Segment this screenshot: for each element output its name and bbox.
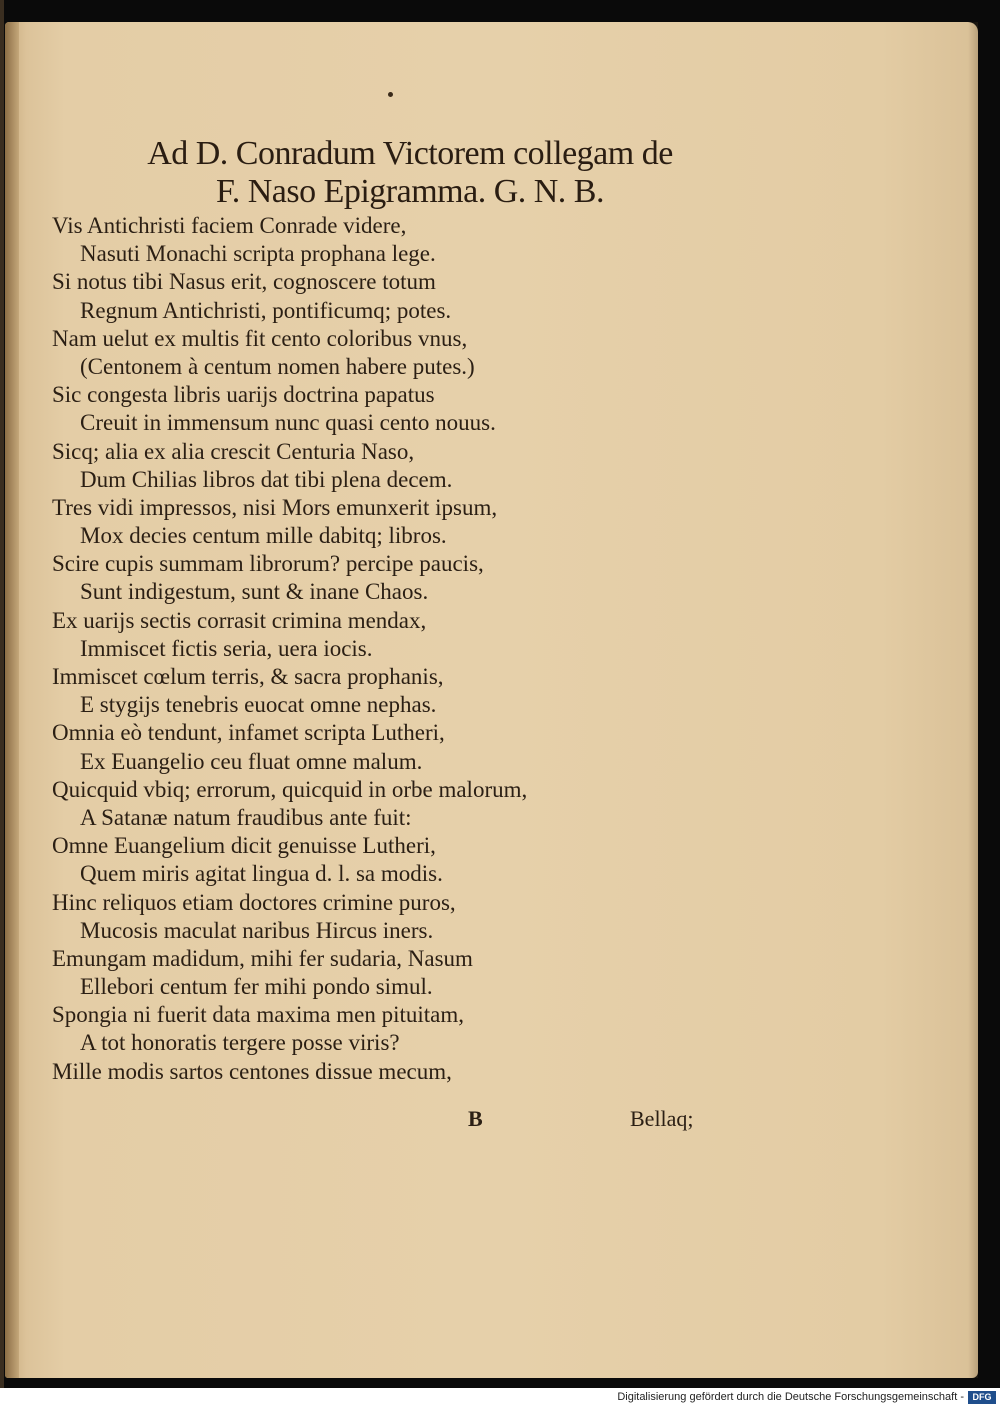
verse-line: Vis Antichristi faciem Conrade videre, — [52, 213, 407, 238]
verse-line: Mox decies centum mille dabitq; libros. — [80, 523, 447, 549]
verse-line: Sic congesta libris uarijs doctrina papatus — [52, 382, 435, 408]
verse-line: Nam uelut ex multis fit cento coloribus vnus, — [52, 325, 468, 351]
verse-line: Regnum Antichristi, pontificumq; potes. — [80, 297, 452, 323]
verse-line: Immiscet cœlum terris, & sacra prophanis, — [52, 664, 444, 689]
catchword: Bellaq; — [630, 1106, 694, 1131]
verse-line: Nasuti Monachi scripta prophana lege. — [80, 241, 436, 267]
verse-line: Spongia ni fuerit data maxima men pituitam, — [52, 1002, 464, 1028]
page-title-line-1: Ad D. Conradum Victorem collegam de — [147, 135, 673, 172]
verse-line: Immiscet fictis seria, uera iocis. — [80, 635, 373, 661]
verse-line: Emungam madidum, mihi fer sudaria, Nasum — [52, 945, 473, 971]
footer-bar — [0, 1388, 1000, 1408]
binding-edge — [0, 0, 4, 1388]
verse-line: Omnia eò tendunt, infamet scripta Lutheri, — [52, 720, 445, 746]
verse-line: Sunt indigestum, sunt & inane Chaos. — [80, 579, 429, 605]
page-title-line-2: F. Naso Epigramma. G. N. B. — [216, 173, 604, 210]
verse-line: Si notus tibi Nasus erit, cognoscere totum — [52, 269, 436, 295]
verse-line: Dum Chilias libros dat tibi plena decem. — [80, 466, 453, 492]
verse-line: Quem miris agitat lingua d. l. sa modis. — [80, 861, 443, 887]
ink-mark — [388, 92, 393, 97]
signature-mark: B — [468, 1106, 483, 1131]
verse-line: Quicquid vbiq; errorum, quicquid in orbe malorum, — [52, 776, 528, 802]
verse-line: Ex uarijs sectis corrasit crimina mendax, — [52, 607, 427, 633]
verse-line: A tot honoratis tergere posse viris? — [80, 1030, 400, 1056]
verse-line: Mucosis maculat naribus Hircus iners. — [80, 917, 434, 943]
dfg-logo-icon: DFG — [968, 1391, 996, 1404]
verse-line: Ex Euangelio ceu fluat omne malum. — [80, 748, 423, 774]
funding-notice: Digitalisierung gefördert durch die Deutsche Forschungsgemeinschaft - — [617, 1391, 964, 1403]
verse-line: Scire cupis summam librorum? percipe paucis, — [52, 551, 484, 577]
verse-line: Omne Euangelium dicit genuisse Lutheri, — [52, 833, 436, 859]
verse-line: Mille modis sartos centones dissue mecum, — [52, 1058, 452, 1084]
verse-line: Ellebori centum fer mihi pondo simul. — [80, 974, 433, 1000]
verse-line: E stygijs tenebris euocat omne nephas. — [80, 692, 437, 718]
verse-line: Tres vidi impressos, nisi Mors emunxerit ipsum, — [52, 494, 498, 520]
verse-line: Creuit in immensum nunc quasi cento nouus. — [80, 410, 496, 436]
verse-line: Sicq; alia ex alia crescit Centuria Naso, — [52, 438, 415, 464]
epigram-text — [52, 212, 672, 1086]
verse-line: (Centonem à centum nomen habere putes.) — [80, 353, 475, 379]
verse-line: A Satanæ natum fraudibus ante fuit: — [80, 804, 412, 830]
verse-line: Hinc reliquos etiam doctores crimine puros, — [52, 889, 456, 915]
